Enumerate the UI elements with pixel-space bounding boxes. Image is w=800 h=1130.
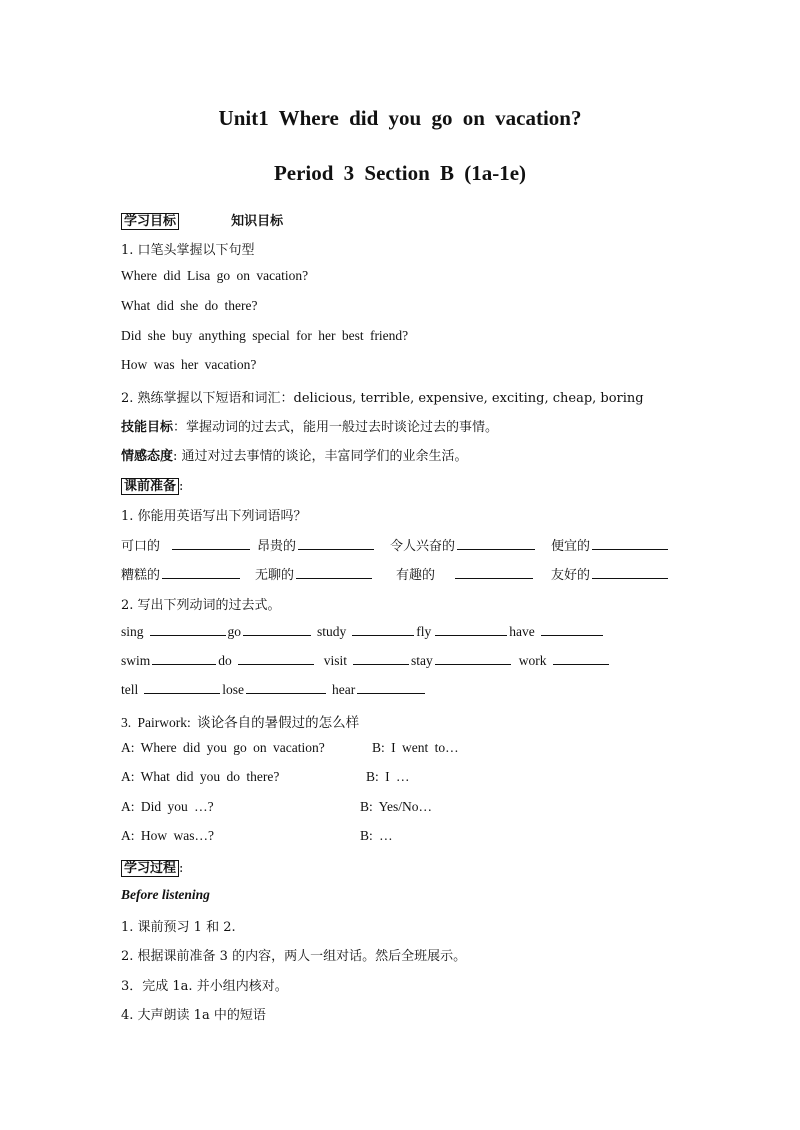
answer-blank[interactable] [553,652,609,665]
answer-blank[interactable] [592,566,668,579]
answer-blank[interactable] [457,537,535,550]
prep-heading-row [121,475,183,494]
prep-question-1: 1. 你能用英语写出下列词语吗？ [121,509,307,524]
skill-goal-label: 技能目标 [121,420,174,435]
answer-blank[interactable] [435,652,511,665]
verbs-row-3 [121,681,427,698]
vocab-item [396,564,535,583]
vocab-label: 昂贵的 [257,539,297,554]
answer-blank[interactable] [144,681,220,694]
vocab-item [390,535,537,554]
vocab-label: 便宜的 [551,539,591,554]
dialog-line-a: A: What did you do there? [121,769,280,784]
dialog-line-a: A: Where did you go on vacation? [121,740,325,755]
dialog-line-a: A: Did you …? [121,799,214,814]
answer-blank[interactable] [455,566,533,579]
vocab-item [121,535,252,554]
process-step-4: 4. 大声朗读 1a 中的短语 [121,1008,266,1023]
sentence-2: What did she do there? [121,298,258,313]
verb-label: tell [121,682,139,697]
process-step-2: 2. 根据课前准备 3 的内容，两人一组对话。然后全班展示。 [121,949,467,964]
dialog-line-b: B: I … [366,769,410,784]
attitude-goal-text: : 通过对过去事情的谈论，丰富同学们的业余生活。 [173,449,468,464]
verb-label: stay [411,653,433,668]
answer-blank[interactable] [435,623,507,636]
vocab-label: 有趣的 [396,568,436,583]
prep-question-3: 3. Pairwork: 谈论各自的暑假过的怎么样 [121,715,360,730]
process-step-1: 1. 课前预习 1 和 2. [121,920,236,935]
goals-heading-row [121,210,283,229]
process-heading-colon: : [179,861,184,876]
attitude-goal-label: 情感态度 [121,449,174,464]
verbs-row-2 [121,652,611,669]
answer-blank[interactable] [238,652,314,665]
vocab-label: 无聊的 [255,568,295,583]
page-title: Unit1 Where did you go on vacation? [218,106,582,130]
goal-item-1: 1. 口笔头掌握以下句型 [121,243,255,258]
answer-blank[interactable] [592,537,668,550]
prep-question-2: 2. 写出下列动词的过去式。 [121,598,281,613]
dialog-line-b: B: Yes/No… [360,799,433,814]
answer-blank[interactable] [246,681,326,694]
dialog-line-a: A: How was…? [121,828,214,843]
process-step-3: 3．完成 1a. 并小组内核对。 [121,979,288,994]
verb-label: fly [416,624,432,639]
sentence-4: How was her vacation? [121,357,257,372]
before-listening-heading: Before listening [121,887,210,902]
sentence-3: Did she buy anything special for her best friend? [121,328,409,343]
verb-label: hear [332,682,356,697]
verb-label: do [218,653,232,668]
answer-blank[interactable] [296,566,372,579]
answer-blank[interactable] [357,681,425,694]
knowledge-goals-heading: 知识目标 [231,214,284,229]
sentence-1: Where did Lisa go on vacation? [121,268,309,283]
goal-item-2: 2. 熟练掌握以下短语和词汇：delicious, terrible, expensive, exciting, cheap, boring [121,391,644,406]
verb-label: lose [222,682,244,697]
answer-blank[interactable] [162,566,240,579]
page-subtitle: Period 3 Section B (1a-1e) [273,161,527,185]
prep-heading-colon: : [179,479,184,494]
vocab-label: 可口的 [121,539,161,554]
process-heading: 学习过程 [121,860,179,877]
answer-blank[interactable] [172,537,250,550]
answer-blank[interactable] [243,623,311,636]
verb-label: visit [323,653,348,668]
verb-label: work [518,653,547,668]
answer-blank[interactable] [150,623,226,636]
answer-blank[interactable] [353,652,409,665]
attitude-goal [121,445,468,464]
answer-blank[interactable] [352,623,414,636]
vocab-item [551,564,670,583]
answer-blank[interactable] [541,623,603,636]
vocab-label: 友好的 [551,568,591,583]
skill-goal-text: ：掌握动词的过去式，能用一般过去时谈论过去的事情。 [173,420,499,435]
verb-label: go [227,624,242,639]
vocab-item [551,535,670,554]
verbs-row-1 [121,623,605,640]
vocab-item [255,564,374,583]
verb-label: sing [121,624,144,639]
verb-label: study [317,624,347,639]
process-heading-row [121,857,183,876]
vocab-label: 令人兴奋的 [390,539,456,554]
vocab-label: 糟糕的 [121,568,161,583]
dialog-line-b: B: … [360,828,393,843]
skill-goal [121,416,498,435]
answer-blank[interactable] [298,537,374,550]
prep-heading: 课前准备 [121,478,179,495]
vocab-item [121,564,242,583]
verb-label: have [509,624,535,639]
vocab-item [257,535,376,554]
goals-heading: 学习目标 [121,213,179,230]
answer-blank[interactable] [152,652,216,665]
dialog-line-b: B: I went to… [372,740,459,755]
verb-label: swim [121,653,151,668]
